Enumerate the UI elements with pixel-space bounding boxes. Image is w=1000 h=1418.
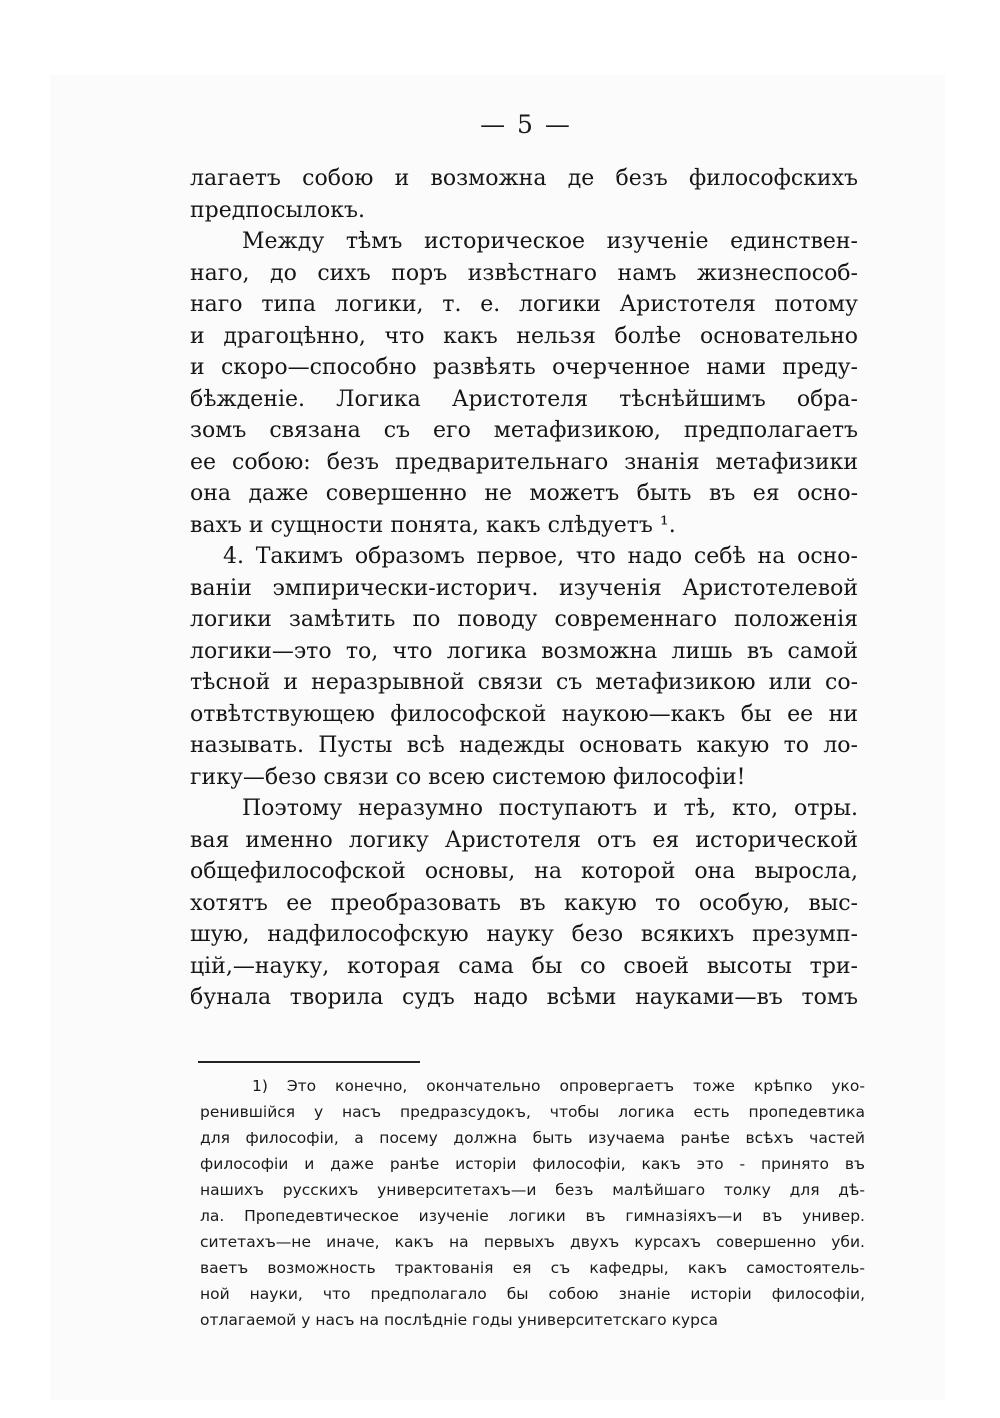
footnote-line: отлагаемой у насъ на послѣдніе годы университетскаго курса xyxy=(200,1311,718,1329)
text-line: лагаетъ собою и возможна де безъ философскихъ xyxy=(190,166,858,191)
text-line: и скоро—способно развѣять очерченное нами преду- xyxy=(190,355,858,380)
text-line: вахъ и сущности понята, какъ слѣдуетъ ¹. xyxy=(190,512,676,538)
text-line: ее собою: безъ предварительнаго знанія метафизики xyxy=(190,449,858,475)
footnote-line: ваетъ возможность трактованія ея съ кафедры, какъ самостоятель- xyxy=(200,1259,865,1277)
text-line: ваніи эмпирически-историч. изученія Аристотелевой xyxy=(190,575,858,601)
text-line: Поэтому неразумно поступаютъ и тѣ, кто, отры. xyxy=(242,796,858,821)
footnote-line: ситетахъ—не иначе, какъ на первыхъ двухъ курсахъ совершенно уби. xyxy=(200,1233,865,1251)
text-line: общефилософской основы, на которой она выросла, xyxy=(190,859,858,884)
text-line: логики—это то, что логика возможна лишь въ самой xyxy=(190,638,858,664)
text-line: вая именно логику Аристотеля отъ ея исторической xyxy=(190,827,858,853)
text-line: шую, надфилософскую науку безо всякихъ презумп- xyxy=(190,922,858,947)
footnote-line: 1) Это конечно, окончательно опровергаетъ тоже крѣпко уко- xyxy=(252,1077,865,1095)
text-line: и драгоцѣнно, что какъ нельзя болѣе основательно xyxy=(190,323,858,349)
text-line: наго, до сихъ поръ извѣстнаго намъ жизнеспособ- xyxy=(190,260,858,286)
text-line: она даже совершенно не можетъ быть въ ея осно- xyxy=(190,481,858,506)
text-line: называть. Пусты всѣ надежды основать какую то ло- xyxy=(190,733,858,758)
footnote-line: ной науки, что предполагало бы собою знаніе исторіи философіи, xyxy=(200,1285,865,1303)
text-line: 4. Такимъ образомъ первое, что надо себѣ на осно- xyxy=(223,544,858,569)
footnote-line: нашихъ русскихъ университетахъ—и безъ малѣйшаго толку для дѣ- xyxy=(200,1181,865,1199)
text-line: хотятъ ее преобразовать въ какую то особую, выс- xyxy=(190,890,858,916)
footnote-line: ренившійся у насъ предразсудокъ, чтобы логика есть пропедевтика xyxy=(200,1103,865,1121)
text-line: Между тѣмъ историческое изученіе единствен- xyxy=(242,229,858,254)
text-line: отвѣтствующею философской наукою—какъ бы ее ни xyxy=(190,701,858,727)
main-text xyxy=(190,163,858,1014)
footnote-line: для философіи, а посему должна быть изучаема ранѣе всѣхъ частей xyxy=(200,1129,865,1147)
text-line: бѣжденіе. Логика Аристотеля тѣснѣйшимъ обра- xyxy=(190,386,858,412)
text-line: наго типа логики, т. е. логики Аристотеля потому xyxy=(190,292,858,317)
text-line: гику—безо связи со всею системою философіи! xyxy=(190,764,746,790)
text-line: цій,—науку, которая сама бы со своей высоты три- xyxy=(190,953,858,979)
footnote xyxy=(200,1073,865,1333)
page-number: — 5 — xyxy=(480,110,572,139)
text-line: зомъ связана съ его метафизикою, предполагаетъ xyxy=(190,418,858,443)
footnote-divider xyxy=(198,1061,420,1063)
footnote-line: философіи и даже ранѣе исторіи философіи, какъ это - принято въ xyxy=(200,1155,865,1173)
text-line: тѣсной и неразрывной связи съ метафизикою или со- xyxy=(190,670,858,695)
footnote-line: ла. Пропедевтическое изученіе логики въ гимназіяхъ—и въ универ. xyxy=(200,1207,865,1225)
text-line: предпосылокъ. xyxy=(190,197,366,223)
text-line: логики замѣтить по поводу современнаго положенія xyxy=(190,607,858,632)
text-line: бунала творила судъ надо всѣми науками—въ томъ xyxy=(190,985,858,1010)
